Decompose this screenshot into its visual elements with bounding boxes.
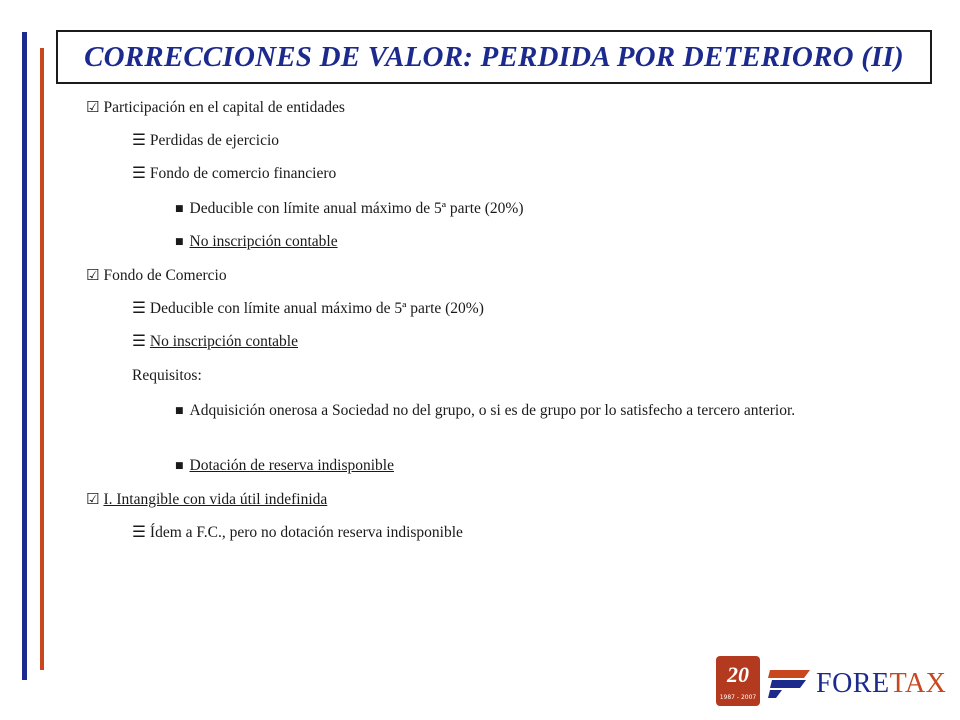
title-frame bbox=[56, 30, 932, 84]
sub-list-item: ■ Dotación de reserva indisponible bbox=[175, 457, 394, 474]
square-bullet-icon: ■ bbox=[175, 237, 184, 247]
requisitos-label: Requisitos: bbox=[132, 367, 202, 384]
foretax-logo bbox=[716, 656, 947, 706]
checkbox-checked-icon: ☑ bbox=[86, 266, 100, 284]
triple-bar-icon: ☰ bbox=[132, 333, 146, 350]
slide-title: CORRECCIONES DE VALOR: PERDIDA POR DETERIORO (II) bbox=[84, 40, 904, 73]
square-bullet-icon: ■ bbox=[175, 204, 184, 214]
section-heading: ☑ Fondo de Comercio bbox=[86, 266, 227, 284]
anniversary-emblem: 20 1987 - 2007 bbox=[716, 656, 760, 706]
triple-bar-icon: ☰ bbox=[132, 524, 146, 541]
left-blue-rule bbox=[22, 32, 27, 680]
list-item: ☰ Fondo de comercio financiero bbox=[132, 165, 337, 182]
triple-bar-icon: ☰ bbox=[132, 165, 146, 182]
list-item: ☰ Deducible con límite anual máximo de 5ª parte (20%) bbox=[132, 300, 484, 317]
sub-list-item: ■ No inscripción contable bbox=[175, 233, 338, 250]
square-bullet-icon: ■ bbox=[175, 461, 184, 471]
triple-bar-icon: ☰ bbox=[132, 132, 146, 149]
brand-name: FORETAX bbox=[816, 668, 947, 699]
list-item: ☰ No inscripción contable bbox=[132, 333, 298, 350]
checkbox-checked-icon: ☑ bbox=[86, 490, 100, 508]
section-heading: ☑ Participación en el capital de entidades bbox=[86, 98, 345, 116]
left-red-rule bbox=[40, 48, 44, 670]
section-heading: ☑ I. Intangible con vida útil indefinida bbox=[86, 490, 328, 508]
list-item: ☰ Ídem a F.C., pero no dotación reserva indisponible bbox=[132, 524, 463, 541]
list-item: ☰ Perdidas de ejercicio bbox=[132, 132, 280, 149]
checkbox-checked-icon: ☑ bbox=[86, 98, 100, 116]
square-bullet-icon: ■ bbox=[175, 406, 184, 416]
sub-list-item: ■ Adquisición onerosa a Sociedad no del grupo, o si es de grupo por lo satisfecho a tercero anterior. bbox=[175, 402, 796, 419]
flag-swoosh-icon bbox=[766, 666, 812, 700]
sub-list-item: ■ Deducible con límite anual máximo de 5ª parte (20%) bbox=[175, 200, 524, 217]
triple-bar-icon: ☰ bbox=[132, 300, 146, 317]
